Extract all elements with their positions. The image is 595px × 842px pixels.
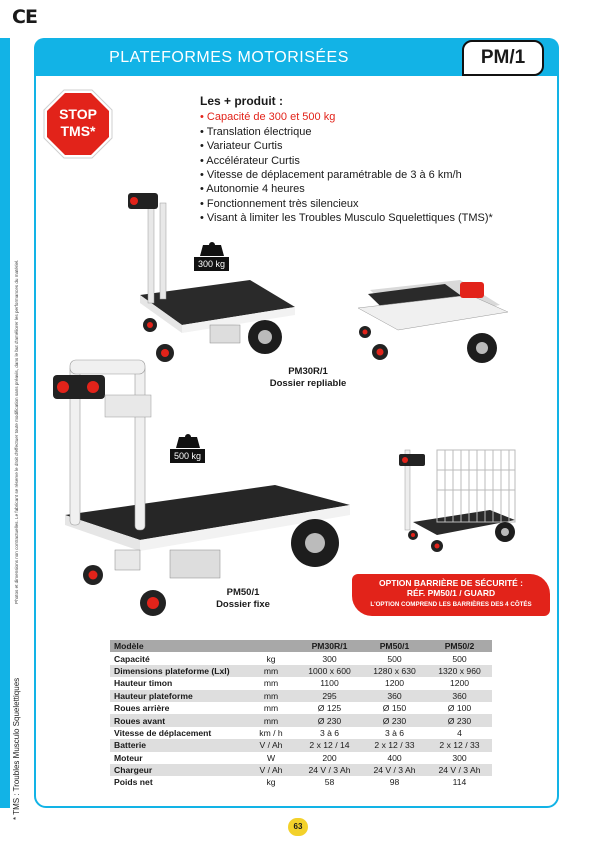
row-label: Moteur (114, 752, 143, 763)
table-cell: 1100 (320, 678, 339, 689)
table-cell: 300 (452, 752, 467, 763)
table-row (110, 776, 492, 788)
table-row (110, 764, 492, 776)
table-cell: 98 (389, 777, 400, 788)
table-cell: Ø 125 (317, 703, 342, 714)
pm30-trolley-image (120, 185, 310, 365)
badge-line-1: STOP (59, 106, 97, 122)
table-cell: 1200 (384, 678, 405, 689)
feature-item: • Variateur Curtis (200, 140, 283, 153)
product-code-box (462, 40, 544, 76)
table-cell: 360 (427, 690, 492, 702)
feature-item: • Translation électrique (200, 125, 312, 138)
feature-heading: Les + produit : (200, 94, 284, 108)
pm50-caption (198, 587, 288, 611)
feature-item: • Vitesse de déplacement paramétrable de 3 à 6 km/h (200, 169, 462, 182)
row-label: Vitesse de déplacement (114, 727, 212, 738)
pm30r-model: PM30R/1 (288, 366, 328, 377)
table-cell: 400 (387, 752, 402, 763)
octagon-icon (42, 88, 114, 160)
row-label: Hauteur timon (114, 678, 173, 689)
row-label: Roues avant (110, 714, 245, 726)
page-title: PLATEFORMES MOTORISÉES (109, 49, 349, 66)
row-unit: mm (245, 665, 297, 677)
row-unit: km / h (259, 727, 283, 738)
table-cell: 3 à 6 (319, 727, 340, 738)
left-accent-bar (0, 38, 10, 808)
row-label: Poids net (114, 777, 153, 788)
pm50-guard-image (395, 440, 520, 555)
row-label: Batterie (110, 739, 245, 751)
ce-mark: CE (12, 6, 37, 28)
row-unit: V / Ah (245, 739, 297, 751)
table-cell: 295 (297, 690, 362, 702)
table-header-cell: PM50/2 (427, 640, 492, 652)
page-number: 63 (288, 818, 308, 836)
product-code: PM/1 (480, 47, 526, 68)
table-cell: 2 x 12 / 14 (297, 739, 362, 751)
table-row (110, 690, 492, 702)
feature-item-capacity: • Capacité de 300 et 500 kg (200, 111, 336, 124)
option-note: L'OPTION COMPREND LES BARRIÈRES DES 4 CÔTÉS (370, 601, 532, 608)
disclaimer-note: Photos et dimensions non contractuelles. Le fabricant se réserve le droit d'effectuer toute modification sans préavis, dans le but d'améliorer les performances du matériel. (14, 259, 19, 604)
table-cell: 3 à 6 (384, 727, 405, 738)
table-header-cell (245, 640, 297, 652)
table-cell: 2 x 12 / 33 (427, 739, 492, 751)
feature-item: • Visant à limiter les Troubles Musculo Squelettiques (TMS)* (200, 212, 493, 225)
option-title: OPTION BARRIÈRE DE SÉCURITÉ : (378, 578, 524, 588)
table-cell: Ø 230 (427, 714, 492, 726)
row-unit: mm (245, 714, 297, 726)
table-header-cell: PM50/1 (362, 640, 427, 652)
table-header-row (110, 640, 492, 652)
row-label: Roues arrière (114, 703, 170, 714)
table-row (110, 702, 492, 714)
table-row (110, 665, 492, 677)
table-cell: 58 (324, 777, 335, 788)
tms-footnote: * TMS : Troubles Musculo Squelettiques (12, 677, 21, 820)
row-unit: kg (266, 653, 276, 664)
row-unit: mm (263, 703, 279, 714)
row-unit: W (266, 752, 276, 763)
weight-label: 300 kg (194, 257, 229, 271)
table-cell: Ø 230 (362, 714, 427, 726)
table-cell: 114 (452, 777, 467, 788)
table-row (110, 652, 492, 664)
feature-item: • Fonctionnement très silencieux (200, 197, 359, 210)
table-cell: Ø 150 (382, 703, 407, 714)
row-unit: mm (245, 690, 297, 702)
table-row (110, 752, 492, 764)
stop-tms-badge (42, 88, 114, 160)
row-label: Hauteur plateforme (110, 690, 245, 702)
guard-option-box (352, 574, 550, 616)
table-cell: 500 (452, 653, 467, 664)
feature-item: • Accélérateur Curtis (200, 154, 300, 167)
table-cell: 360 (362, 690, 427, 702)
table-cell: 1320 x 960 (427, 665, 492, 677)
row-unit: kg (266, 777, 276, 788)
pm50-desc: Dossier fixe (216, 599, 270, 610)
table-cell: 1280 x 630 (362, 665, 427, 677)
row-label: Capacité (114, 653, 150, 664)
table-cell: Ø 230 (297, 714, 362, 726)
table-cell: 24 V / 3 Ah (297, 764, 362, 776)
row-label: Dimensions plateforme (Lxl) (110, 665, 245, 677)
pm30r-desc: Dossier repliable (269, 378, 347, 389)
pm50-trolley-image (45, 355, 355, 620)
table-cell: 1200 (449, 678, 470, 689)
option-reference: RÉF. PM50/1 / GUARD (406, 588, 496, 598)
row-unit: V / Ah (245, 764, 297, 776)
pm50-model: PM50/1 (226, 587, 260, 598)
table-cell: 4 (457, 727, 462, 738)
table-cell: 500 (387, 653, 402, 664)
table-cell: Ø 100 (447, 703, 472, 714)
table-row (110, 727, 492, 739)
table-row (110, 739, 492, 751)
table-header-cell: Modèle (110, 640, 245, 652)
table-cell: 24 V / 3 Ah (362, 764, 427, 776)
table-cell: 1000 x 600 (297, 665, 362, 677)
row-unit: mm (263, 678, 279, 689)
spec-table (110, 640, 492, 789)
pm30r-folded-image (350, 270, 515, 370)
table-cell: 2 x 12 / 33 (362, 739, 427, 751)
row-label: Chargeur (110, 764, 245, 776)
table-cell: 200 (322, 752, 337, 763)
table-row (110, 714, 492, 726)
table-row (110, 677, 492, 689)
table-header-cell: PM30R/1 (297, 640, 362, 652)
table-cell: 300 (322, 653, 337, 664)
table-cell: 24 V / 3 Ah (427, 764, 492, 776)
weight-label: 500 kg (170, 449, 205, 463)
feature-item: • Autonomie 4 heures (200, 183, 305, 196)
badge-line-2: TMS* (60, 123, 96, 139)
